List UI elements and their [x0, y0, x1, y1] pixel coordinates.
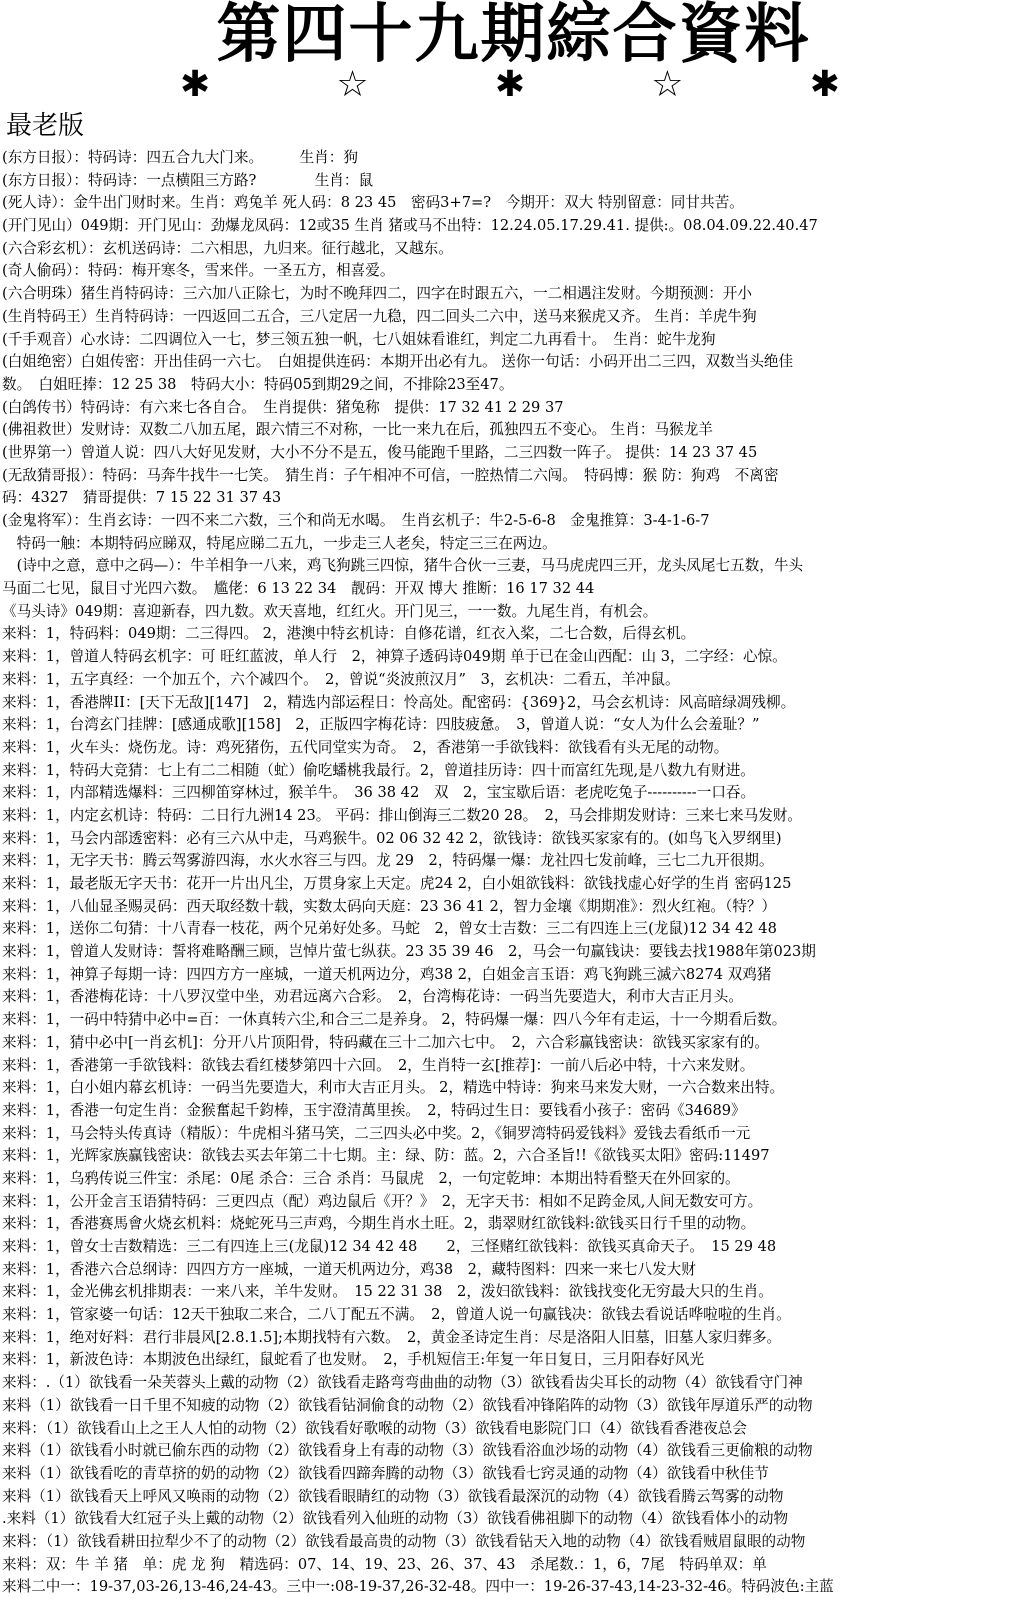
- text-line: (无敌猜哥报）：特码：马奔牛找牛一七笑。 猜生肖：子午相冲不可信，一腔热情二六闯。 特码博：猴 防：狗鸡 不离密: [2, 466, 779, 484]
- star-icon: ☆: [651, 64, 684, 105]
- content-body: [2, 147, 1025, 1599]
- text-line: 来料：1，光辉家族赢钱密诀：欲钱去买去年第二十七期。主：绿、防：蓝。2，六合圣旨!!《欲钱买太阳》密码:11497: [2, 1147, 770, 1165]
- star-icon: ☆: [336, 64, 369, 105]
- text-line: 来料：1，送你二句猜：十八青春一枝花，两个兄弟好处多。马蛇 2，曾女士吉数：三二有四连上三(龙鼠)12 34 42 48: [2, 920, 777, 938]
- text-line: 来料：1，马会内部透密料：必有三六从中走，马鸡猴牛。02 06 32 42 2，欲钱诗：欲钱买家家有的。(如鸟飞入罗纲里): [2, 829, 782, 847]
- text-line: 来料：（1）欲钱看山上之王人人怕的动物（2）欲钱看好歌喉的动物（3）欲钱看电影院门口（4）欲钱看香港夜总会: [2, 1419, 747, 1437]
- page-title: 第四十九期綜合資料: [216, 0, 811, 72]
- asterisk-icon: ✱: [809, 64, 840, 105]
- text-line: 来料：1，内定玄机诗：特码：二日行九洲14 23。 平码：排山倒海三二数20 28。 2，马会排期发财诗：三来七来马发财。: [2, 806, 802, 824]
- text-line: 来料二中一：19-37,03-26,13-46,24-43。三中一:08-19-37,26-32-48。四中一：19-26-37-43,14-23-32-46。特码波色:主蓝: [2, 1578, 834, 1596]
- text-line: (东方日报）：特码诗：一点横阻三方路? 生肖：鼠: [2, 171, 374, 189]
- text-line: 来料：1，马会特头传真诗（精版）：牛虎相斗猪马笑，二三四头必中奖。2，《铜罗湾特码爱钱料》爱钱去看纸币一元: [2, 1124, 751, 1142]
- text-line: 码：4327 猜哥提供：7 15 22 31 37 43: [2, 489, 282, 507]
- text-line: 来料：1，五字真经：一个加五个，六个减四个。 2，曾说“炎波煎汉月” 3，玄机决：二看五，羊冲鼠。: [2, 670, 680, 688]
- asterisk-icon: ✱: [494, 64, 526, 105]
- text-line: 来料：1，管家婆一句话：12天干独取二来合，二八丁配五不满。 2，曾道人说一句赢钱决：欲钱去看说话哗啦啦的生肖。: [2, 1306, 791, 1324]
- edition-label: 最老版: [6, 111, 85, 141]
- text-line: (白姐绝密）白姐传密：开出佳码一六七。 白姐提供连码：本期开出必有九。 送你一句话：小码开出二三四，双数当头绝佳: [2, 353, 794, 371]
- text-line: (开门见山）049期：开门见山：劲爆龙凤码：12或35 生肖 猪或马不出特：12.24.05.17.29.41. 提供:。08.04.09.22.40.47: [2, 217, 818, 235]
- text-line: 来料：1，曾道人特码玄机字：可 旺红蓝波，单人行 2，神算子透码诗049期 单于已在金山西配：山 3，二字经：心惊。: [2, 648, 787, 666]
- text-line: 来料：1，白小姐内幕玄机诗：一码当先要造大，利市大吉正月头。 2，精选中特诗：狗来马来发大财，一六合数来出特。: [2, 1079, 785, 1097]
- text-line: 来料：.（1）欲钱看一朵芙蓉头上戴的动物（2）欲钱看走路弯弯曲曲的动物（3）欲钱看齿尖耳长的动物（4）欲钱看守门神: [2, 1374, 803, 1392]
- text-line: 来料（1）欲钱看小时就已偷东西的动物（2）欲钱看身上有毒的动物（3）欲钱看浴血沙场的动物（4）欲钱看三更偷粮的动物: [2, 1442, 813, 1460]
- text-line: 数。 白姐旺捧：12 25 38 特码大小：特码05到期29之间，不排除23至47。: [2, 375, 514, 393]
- text-line: 来料：1，香港六合总纲诗：四四方方一座城，一道天机两边分，鸡38 2，藏特图料：四来一来七八发大财: [2, 1260, 696, 1278]
- text-line: 来料：1，乌鸦传说三件宝：杀尾：0尾 杀合：三合 杀肖：马鼠虎 2，一句定乾坤：本期出特看整天在外回家的。: [2, 1169, 740, 1187]
- star-divider: [180, 64, 840, 105]
- text-line: (世界第一）曾道人说：四八大好见发财，大小不分不是五，俊马能跑千里路，二三四数一阵子。 提供：14 23 37 45: [2, 443, 758, 461]
- text-line: 来料：1，特码料：049期：二三得四。 2，港澳中特玄机诗：自修花谱，红衣入桨，二七合数，后得玄机。: [2, 625, 696, 643]
- text-line: 来料：1，绝对好料：君行非晨风[2.8.1.5];本期找特有六数。 2，黄金圣诗定生肖：尽是洛阳人旧墓，旧墓人家归葬多。: [2, 1328, 782, 1346]
- text-line: 来料：1，曾道人发财诗：誓将难略酬三顾，岂悼片萤七纵获。23 35 39 46 2，马会一句赢钱诀：要钱去找1988年第023期: [2, 943, 816, 961]
- text-line: 来料：1，一码中特猜中必中=百：一休真转六尘,和合三二是养身。 2，特码爆一爆：四八今年有走运，十一今期看后数。: [2, 1011, 787, 1029]
- text-line: 来料：双：牛 羊 猪 单：虎 龙 狗 精选码：07、14、19、23、26、37、43 杀尾数.：1，6，7尾 特码单双：单: [2, 1555, 767, 1573]
- text-line: 来料：1，香港牌II：[天下无敌][147] 2，精选内部运程日：怜高处。配密码：{369}2，马会玄机诗：风高暗绿凋残柳。: [2, 693, 796, 711]
- text-line: 来料：1，火车头：烧伤龙。诗：鸡死猪伤，五代同堂实为奇。 2，香港第一手欲钱料：欲钱看有头无尾的动物。: [2, 738, 729, 756]
- text-line: 来料：1，新波色诗：本期波色出绿红，鼠蛇看了也发财。 2，手机短信王:年复一年日复日，三月阳春好风光: [2, 1351, 705, 1369]
- text-line: 来料：1，内部精选爆料：三四柳笛穿林过，猴羊牛。 36 38 42 双 2，宝宝歇后语：老虎吃兔子----------一口吞。: [2, 784, 756, 802]
- text-line: (六合彩玄机）：玄机送码诗：二六相思，九归来。征行越北，又越东。: [2, 239, 453, 257]
- text-line: 来料：1，猜中必中[一肖玄机]：分开八片顶阳骨，特码藏在三十二加六七中。 2，六合彩赢钱密诀：欲钱买家家有的。: [2, 1033, 769, 1051]
- text-line: 来料：（1）欲钱看耕田拉犁少不了的动物（2）欲钱看最高贵的动物（3）欲钱看钻天入地的动物（4）欲钱看贼眉鼠眼的动物: [2, 1532, 806, 1550]
- text-line: 来料：1，台湾玄门挂牌：[感通成歌][158] 2，正版四字梅花诗：四肢疲惫。 3，曾道人说：“女人为什么会羞耻？”: [2, 716, 760, 734]
- text-line: 来料（1）欲钱看天上呼风又唤雨的动物（2）欲钱看眼睛红的动物（3）欲钱看最深沉的动物（4）欲钱看腾云驾雾的动物: [2, 1487, 784, 1505]
- text-line: 来料（1）欲钱看一日千里不知疲的动物（2）欲钱看钻洞偷食的动物（2）欲钱看冲锋陷阵的动物（3）欲钱年厚道乐严的动物: [2, 1396, 813, 1414]
- asterisk-icon: ✱: [180, 64, 211, 105]
- text-line: 来料：1，八仙显圣赐灵码：西天取经数十载，实数太码向天庭：23 36 41 2，智力金壤《期期准》：烈火红袍。（特？）: [2, 897, 777, 915]
- text-line: 特码一触：本期特码应睇双，特尾应睇二五九，一步走三人老矣，特定三三在两边。: [2, 534, 557, 552]
- text-line: (东方日报）：特码诗：四五合九大门来。 生肖：狗: [2, 149, 358, 166]
- text-line: (佛祖救世）发财诗：双数二八加五尾，跟六情三不对称，一比一来九在后，孤独四五不变心。 生肖：马猴龙羊: [2, 421, 713, 439]
- text-line: (金鬼将军）：生肖玄诗：一四不来二六数，三个和尚无水喝。 生肖玄机子：牛2-5-6-8 金鬼推算：3-4-1-6-7: [2, 512, 710, 529]
- text-line: (诗中之意，意中之码—）：牛羊相争一八来，鸡飞狗跳三四惊，猪牛合伙一三妻，马马虎虎四三开，龙头凤尾七五数，牛头: [2, 557, 804, 575]
- text-line: 来料：1，香港第一手欲钱料：欲钱去看红楼梦第四十六回。 2，生肖特一玄[推荐]：一前八后必中特，十六来发财。: [2, 1056, 755, 1074]
- text-line: 来料：1，香港赛馬會火烧玄机料：烧蛇死马三声鸡，今期生肖水土旺。2，翡翠财红欲钱料:欲钱买日行千里的动物。: [2, 1215, 756, 1233]
- text-line: 来料：1，香港一句定生肖：金猴奮起千鈞棒，玉宇澄清萬里挨。 2，特码过生日：要钱看小孩子：密码《34689》: [2, 1101, 746, 1119]
- text-line: 来料：1，特码大竞猜：七上有二二相随（虻）偷吃蟠桃我最行。2，曾道挂历诗：四十而富红先现,是八数九有财进。: [2, 761, 755, 779]
- text-line: 来料（1）欲钱看吃的青草挤的奶的动物（2）欲钱看四蹄奔腾的动物（3）欲钱看七窍灵通的动物（4）欲钱看中秋佳节: [2, 1464, 769, 1482]
- text-line: (死人诗）：金牛出门财时来。生肖：鸡兔羊 死人码：8 23 45 密码3+7=? 今期开：双大 特别留意：同甘共苦。: [2, 194, 744, 212]
- text-line: 来料：1，神算子每期一诗：四四方方一座城，一道天机两边分，鸡38 2，白姐金言玉语：鸡飞狗跳三滅六8274 双鸡猪: [2, 965, 772, 983]
- text-line: 来料：1，最老版无字天书：花开一片出凡尘，万贯身家上天定。虎24 2，白小姐欲钱料：欲钱找虚心好学的生肖 密码125: [2, 875, 792, 892]
- text-line: 来料：1，无字天书：腾云驾雾游四海，水火水容三与四。龙 29 2，特码爆一爆：龙社四七发前峰，三七二九开很期。: [2, 852, 774, 870]
- text-line: 马面二七见，鼠目寸光四六数。 尴佬：6 13 22 34 靓码：开双 博大 推断：16 17 32 44: [2, 580, 595, 598]
- text-line: 来料：1，公开金言玉语猜特码：三更四点（配）鸡边鼠后《开？》 2，无字天书：相如不足跨金凤,人间无数安可方。: [2, 1192, 763, 1210]
- text-line: (生肖特码王）生肖特码诗：一四返回二五合，三八定居一九稳，四二回头二六中，送马来猴虎又齐。 生肖：羊虎牛狗: [2, 307, 757, 325]
- text-line: 《马头诗》049期：喜迎新春，四九数。欢天喜地，红红火。开门见三，一一数。九尾生肖，有机会。: [2, 602, 658, 620]
- text-line: (千手观音）心水诗：二四调位入一七，梦三领五独一帆，七八姐妹看谁红，判定二九再看十。 生肖：蛇牛龙狗: [2, 330, 716, 348]
- text-line: (奇人偷码）：特码：梅开寒冬，雪来伴。一圣五方，相喜爱。: [2, 262, 395, 280]
- text-line: (白鸽传书）特码诗：有六来七各自合。 生肖提供：猪兔称 提供：17 32 41 2 29 37: [2, 398, 564, 416]
- text-line: 来料：1，金光佛玄机排期表：一来八来，羊牛发财。 15 22 31 38 2，泼妇欲钱料：欲钱找变化无穷最大只的生肖。: [2, 1283, 773, 1301]
- text-line: (六合明珠）猪生肖特码诗：三六加八正除七，为时不晚拜四二，四字在时跟五六，一二相遇注发财。今期预测：开小: [2, 285, 752, 303]
- text-line: .来料（1）欲钱看大红冠子头上戴的动物（2）欲钱看列入仙班的动物（3）欲钱看佛祖脚下的动物（4）欲钱看体小的动物: [2, 1510, 789, 1528]
- text-line: 来料：1，曾女士吉数精选：三二有四连上三(龙鼠)12 34 42 48 2，三怪赌红欲钱料：欲钱买真命天子。 15 29 48: [2, 1238, 777, 1255]
- text-line: 来料：1，香港梅花诗：十八罗汉堂中坐，劝君远离六合彩。 2，台湾梅花诗：一码当先要造大，利市大吉正月头。: [2, 988, 743, 1006]
